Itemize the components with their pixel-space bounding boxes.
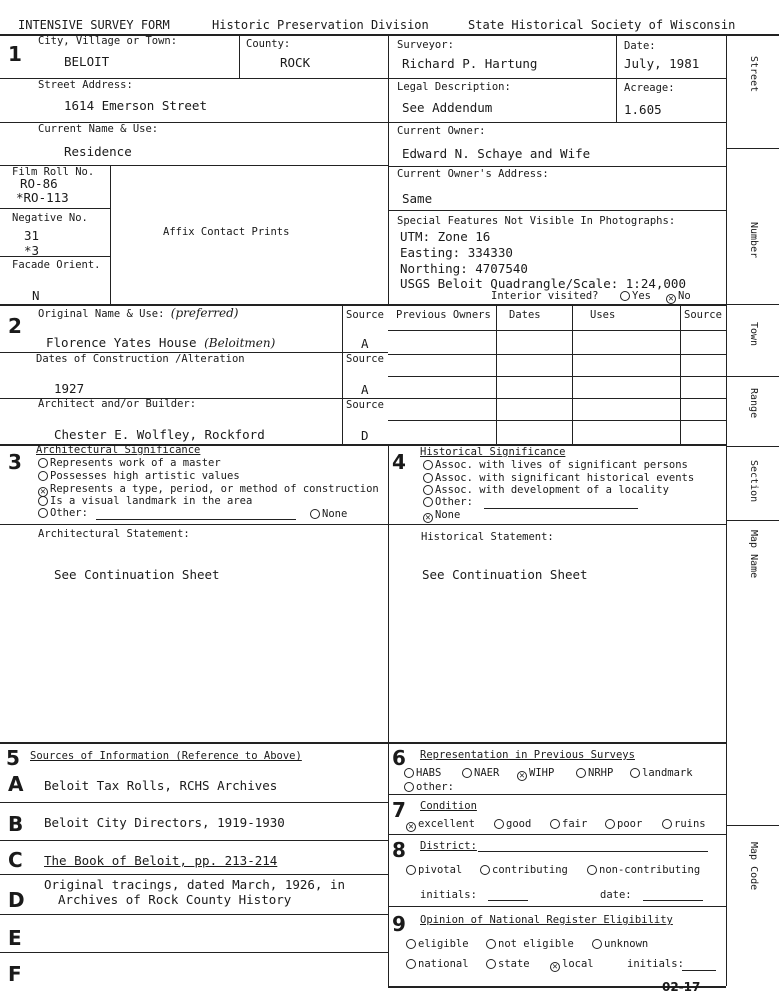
hist-option-3: Assoc. with development of a locality bbox=[423, 484, 669, 496]
form-code: 02-17 bbox=[662, 980, 701, 994]
district-non-contributing: non-contributing bbox=[587, 864, 700, 876]
side-label-section: Section bbox=[748, 460, 759, 503]
acreage-value: 1.605 bbox=[624, 102, 662, 117]
condition-fair: fair bbox=[550, 818, 587, 830]
district-initials-label: initials: bbox=[420, 889, 477, 901]
survey-wihp: ✕ WIHP bbox=[517, 767, 554, 781]
district-pivotal: pivotal bbox=[406, 864, 462, 876]
original-name-label: Original Name & Use: (preferred) bbox=[38, 306, 239, 320]
source-a: Beloit Tax Rolls, RCHS Archives bbox=[44, 778, 278, 793]
architect-label: Architect and/or Builder: bbox=[38, 398, 197, 410]
source-label-1: Source bbox=[346, 309, 384, 321]
arch-option-4: Is a visual landmark in the area bbox=[38, 495, 252, 507]
level-local: ✕ local bbox=[550, 958, 594, 972]
utm-value: UTM: Zone 16 bbox=[400, 229, 491, 244]
form-title: INTENSIVE SURVEY FORM bbox=[18, 18, 170, 32]
source-c: The Book of Beloit, pp. 213-214 bbox=[44, 853, 278, 868]
street-value: 1614 Emerson Street bbox=[64, 98, 207, 113]
row-letter-f: F bbox=[8, 962, 22, 986]
hist-option-none: ✕None bbox=[423, 509, 460, 523]
hist-option-1: Assoc. with lives of significant persons bbox=[423, 459, 688, 471]
condition-excellent: ✕excellent bbox=[406, 818, 475, 832]
section-number-5: 5 bbox=[6, 746, 20, 770]
film-value-2: *RO-113 bbox=[16, 190, 69, 205]
arch-statement-label: Architectural Statement: bbox=[38, 528, 190, 540]
eligibility-eligible: eligible bbox=[406, 938, 469, 950]
date-label: Date: bbox=[624, 40, 656, 52]
original-name-value: Florence Yates House (Beloitmen) bbox=[46, 335, 276, 350]
arch-statement-value: See Continuation Sheet bbox=[54, 567, 220, 582]
negative-value-2: *3 bbox=[24, 243, 40, 258]
condition-title: Condition bbox=[420, 800, 477, 812]
arch-option-none: None bbox=[310, 508, 347, 520]
section-number-9: 9 bbox=[392, 912, 406, 936]
eligibility-unknown: unknown bbox=[592, 938, 648, 950]
hist-significance-title: Historical Significance bbox=[420, 446, 566, 458]
arch-option-2: Possesses high artistic values bbox=[38, 470, 240, 482]
previous-source-header: Source bbox=[684, 309, 722, 321]
condition-good: good bbox=[494, 818, 531, 830]
affix-contact-prints: Affix Contact Prints bbox=[163, 226, 290, 238]
city-value: BELOIT bbox=[64, 54, 110, 69]
row-letter-b: B bbox=[8, 812, 24, 836]
survey-other: other: bbox=[404, 781, 454, 793]
owner-value: Edward N. Schaye and Wife bbox=[402, 146, 591, 161]
previous-owners-header: Previous Owners bbox=[396, 309, 491, 321]
acreage-label: Acreage: bbox=[624, 82, 675, 94]
section-number-2: 2 bbox=[8, 314, 22, 338]
negative-value-1: 31 bbox=[24, 228, 40, 243]
arch-significance-title: Architectural Significance bbox=[36, 444, 201, 456]
source-value-1: A bbox=[361, 336, 369, 351]
district-date-label: date: bbox=[600, 889, 632, 901]
arch-option-1: Represents work of a master bbox=[38, 457, 221, 469]
source-value-3: D bbox=[361, 428, 369, 443]
city-label: City, Village or Town: bbox=[38, 35, 178, 47]
film-label: Film Roll No. bbox=[12, 166, 95, 178]
facade-label: Facade Orient. bbox=[12, 259, 101, 271]
northing-value: Northing: 4707540 bbox=[400, 261, 528, 276]
survey-habs: HABS bbox=[404, 767, 441, 779]
easting-value: Easting: 334330 bbox=[400, 245, 513, 260]
source-label-3: Source bbox=[346, 399, 384, 411]
survey-landmark: landmark bbox=[630, 767, 693, 779]
current-name-value: Residence bbox=[64, 144, 132, 159]
side-label-street: Street bbox=[748, 56, 759, 93]
surveyor-value: Richard P. Hartung bbox=[402, 56, 538, 71]
source-label-2: Source bbox=[346, 353, 384, 365]
eligibility-title: Opinion of National Register Eligibility bbox=[420, 914, 673, 926]
section-number-4: 4 bbox=[392, 450, 406, 474]
architect-value: Chester E. Wolfley, Rockford bbox=[54, 427, 265, 442]
previous-dates-header: Dates bbox=[509, 309, 541, 321]
section-number-3: 3 bbox=[8, 450, 22, 474]
source-value-2: A bbox=[361, 382, 369, 397]
district-contributing: contributing bbox=[480, 864, 568, 876]
arch-option-3: ✕Represents a type, period, or method of construction bbox=[38, 483, 379, 497]
section-number-6: 6 bbox=[392, 746, 406, 770]
interior-yes: Yes bbox=[620, 290, 651, 302]
source-d-line1: Original tracings, dated March, 1926, in bbox=[44, 877, 346, 892]
row-letter-d: D bbox=[8, 888, 25, 912]
surveyor-label: Surveyor: bbox=[397, 39, 454, 51]
row-letter-e: E bbox=[8, 926, 22, 950]
level-national: national bbox=[406, 958, 469, 970]
hist-option-4: Other: bbox=[423, 496, 473, 508]
street-label: Street Address: bbox=[38, 79, 133, 91]
condition-poor: poor bbox=[605, 818, 642, 830]
county-label: County: bbox=[246, 38, 291, 50]
sources-title: Sources of Information (Reference to Above) bbox=[30, 750, 302, 762]
negative-label: Negative No. bbox=[12, 212, 88, 224]
side-label-map-code: Map Code bbox=[748, 842, 759, 891]
section-number-1: 1 bbox=[8, 42, 22, 66]
legal-label: Legal Description: bbox=[397, 81, 511, 93]
interior-no: ✕ No bbox=[666, 290, 691, 304]
current-name-label: Current Name & Use: bbox=[38, 123, 159, 135]
previous-uses-header: Uses bbox=[590, 309, 616, 321]
section-number-7: 7 bbox=[392, 798, 406, 822]
date-value: July, 1981 bbox=[624, 56, 700, 71]
hist-statement-value: See Continuation Sheet bbox=[422, 567, 588, 582]
survey-naer: NAER bbox=[462, 767, 499, 779]
eligibility-not-eligible: not eligible bbox=[486, 938, 574, 950]
owner-address-label: Current Owner's Address: bbox=[397, 168, 549, 180]
owner-label: Current Owner: bbox=[397, 125, 486, 137]
interior-visited-label: Interior visited? bbox=[491, 290, 599, 302]
facade-value: N bbox=[32, 288, 40, 303]
arch-option-5: Other: bbox=[38, 507, 88, 519]
prev-surveys-title: Representation in Previous Surveys bbox=[420, 749, 635, 761]
county-value: ROCK bbox=[280, 55, 311, 70]
dates-label: Dates of Construction /Alteration bbox=[36, 353, 245, 365]
row-letter-a: A bbox=[8, 772, 24, 796]
hist-statement-label: Historical Statement: bbox=[421, 531, 554, 543]
section-number-8: 8 bbox=[392, 838, 406, 862]
legal-value: See Addendum bbox=[402, 100, 493, 115]
row-letter-c: C bbox=[8, 848, 23, 872]
survey-nrhp: NRHP bbox=[576, 767, 613, 779]
side-label-town: Town bbox=[748, 322, 759, 347]
side-label-number: Number bbox=[748, 222, 759, 259]
source-b: Beloit City Directors, 1919-1930 bbox=[44, 815, 285, 830]
eligibility-initials-label: initials: bbox=[627, 958, 684, 970]
level-state: state bbox=[486, 958, 530, 970]
district-title: District: bbox=[420, 840, 477, 852]
society-name: State Historical Society of Wisconsin bbox=[468, 18, 736, 32]
hist-option-2: Assoc. with significant historical events bbox=[423, 472, 694, 484]
usgs-value: USGS Beloit Quadrangle/Scale: 1:24,000 bbox=[400, 276, 686, 291]
side-label-map-name: Map Name bbox=[748, 530, 759, 579]
film-value-1: RO-86 bbox=[20, 176, 58, 191]
owner-address-value: Same bbox=[402, 191, 433, 206]
side-label-range: Range bbox=[748, 388, 759, 419]
source-d-line2: Archives of Rock County History bbox=[58, 892, 292, 907]
special-features-label: Special Features Not Visible In Photographs: bbox=[397, 215, 676, 227]
condition-ruins: ruins bbox=[662, 818, 706, 830]
division-name: Historic Preservation Division bbox=[212, 18, 429, 32]
dates-value: 1927 bbox=[54, 381, 85, 396]
